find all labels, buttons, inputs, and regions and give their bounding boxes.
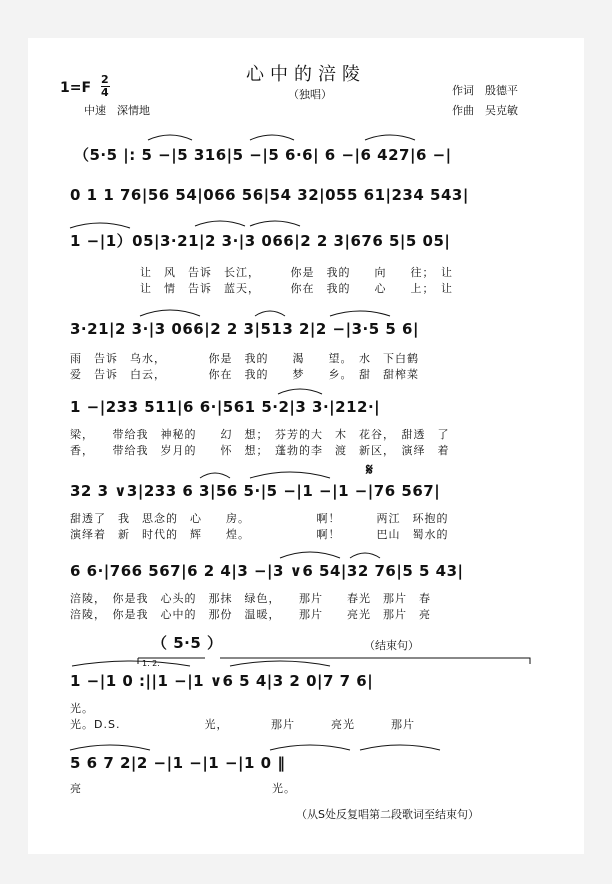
- key-signature: 1=F: [60, 80, 92, 96]
- lyric-line: 光。: [272, 782, 296, 795]
- lyric-line: 涪陵， 你是我 心头的 那抹 绿色， 那片 春光 那片 春: [70, 592, 431, 605]
- footnote: （从S处反复唱第二段歌词至结束句）: [296, 808, 479, 821]
- lyricist: 作词 殷德平: [452, 84, 518, 97]
- music-line: 1 −|1）05|3·21|2 3·|3 066|2 2 3|676 5|5 05|: [70, 232, 451, 250]
- composer: 作曲 吴克敏: [452, 104, 518, 117]
- music-line: 5 6 7 2|2 −|1 −|1 −|1 0 ‖: [70, 754, 286, 772]
- tempo-marking: 中速 深情地: [84, 104, 150, 117]
- ending-label: （结束句）: [364, 639, 419, 652]
- lyric-line: 梁， 带给我 神秘的 幻 想； 芬芳的大 木 花谷， 甜透 了: [70, 428, 450, 441]
- music-line: 3·21|2 3·|3 066|2 2 3|513 2|2 −|3·5 5 6|: [70, 320, 419, 338]
- lyric-line: 爱 告诉 白云， 你在 我的 梦 乡。 甜 甜榨菜: [70, 368, 419, 381]
- pickup-note: （ 5·5 ）: [152, 634, 223, 652]
- music-line: 1 −|233 511|6 6·|561 5·2|3 3·|212·|: [70, 398, 381, 416]
- music-line: 1 −|1 0 :||1 −|1 ∨6 5 4|3 2 0|7 7 6|: [70, 672, 374, 690]
- time-signature-bottom: 4: [101, 86, 109, 99]
- time-signature-top: 2: [101, 73, 109, 86]
- lyric-line: 雨 告诉 乌水， 你是 我的 渴 望。 水 下白鹤: [70, 352, 419, 365]
- volta-label: 1. 2.: [142, 659, 160, 668]
- lyric-line: 甜透了 我 思念的 心 房。 啊！ 两江 环抱的: [70, 512, 449, 525]
- lyric-line: 演绎着 新 时代的 辉 煌。 啊！ 巴山 蜀水的: [70, 528, 449, 541]
- song-title: 心中的涪陵: [246, 64, 366, 85]
- music-line: 6 6·|766 567|6 2 4|3 −|3 ∨6 54|32 76|5 5 43|: [70, 562, 464, 580]
- lyric-line: 光。: [70, 702, 94, 715]
- music-line: 0 1 1 76|56 54|066 56|54 32|055 61|234 543|: [70, 186, 469, 204]
- segno-sign: 𝄋: [366, 460, 373, 479]
- music-line: （5·5 |: 5 −|5 316|5 −|5 6·6| 6 −|6 427|6 −|: [74, 146, 452, 164]
- lyric-line: 香， 带给我 岁月的 怀 想； 蓬勃的李 渡 新区， 演绎 着: [70, 444, 450, 457]
- lyric-line: 光。D.S. 光， 那片 亮光 那片: [70, 718, 415, 731]
- lyric-line: 让 情 告诉 蓝天， 你在 我的 心 上； 让: [140, 282, 453, 295]
- lyric-line: 让 风 告诉 长江， 你是 我的 向 往； 让: [140, 266, 453, 279]
- lyric-line: 涪陵， 你是我 心中的 那份 温暖， 那片 亮光 那片 亮: [70, 608, 431, 621]
- music-line: 32 3 ∨3|233 6 3|56 5·|5 −|1 −|1 −|76 567|: [70, 482, 441, 500]
- lyric-line: 亮: [70, 782, 82, 795]
- subtitle: （独唱）: [288, 88, 332, 101]
